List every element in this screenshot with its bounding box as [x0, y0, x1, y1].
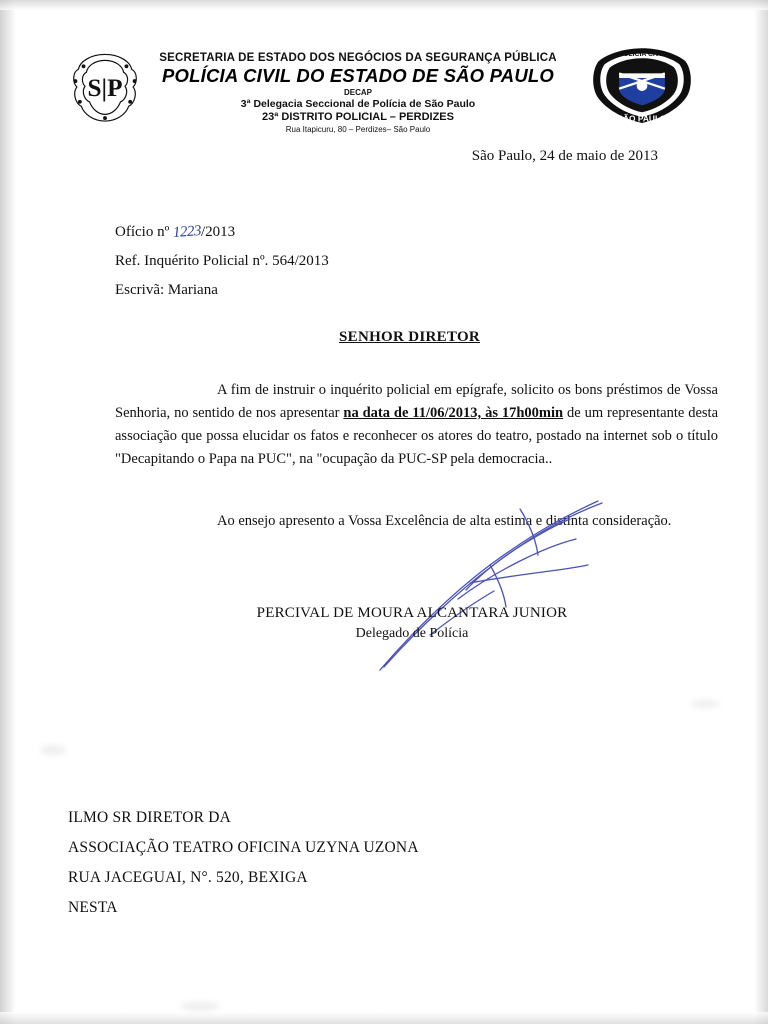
badge-top-label: POLÍCIA CIVIL [618, 50, 666, 58]
sao-paulo-state-coat-of-arms-icon [68, 50, 142, 124]
scan-edge-shadow-top [0, 0, 768, 10]
scan-smudge [690, 700, 720, 708]
salutation: SENHOR DIRETOR [339, 329, 481, 345]
letterhead-line-secretaria: SECRETARIA DE ESTADO DOS NEGÓCIOS DA SEGURANÇA PÚBLICA [159, 52, 557, 64]
addressee-line-4: NESTA [68, 899, 118, 916]
oficio-line [115, 218, 329, 247]
letterhead-text-block [142, 46, 574, 134]
svg-text:S|P: S|P [87, 74, 123, 102]
scan-edge-shadow-right [754, 0, 768, 1024]
letterhead-line-address: Rua Itapicuru, 80 – Perdizes– São Paulo [285, 125, 431, 134]
scan-smudge [180, 1002, 220, 1011]
scan-edge-shadow-left [0, 0, 16, 1024]
paragraph2-text: Ao ensejo apresento a Vossa Excelência de alta estima e distinta consideração. [217, 513, 672, 529]
escriva-line: Escrivã: Mariana [115, 282, 218, 298]
letterhead-line-distrito: 23ª DISTRITO POLICIAL – PERDIZES [262, 111, 454, 123]
badge-bottom-label: SÃO PAULO [617, 113, 667, 124]
signature-title: Delegado de Polícia [355, 626, 469, 641]
letterhead-line-policia-civil: POLÍCIA CIVIL DO ESTADO DE SÃO PAULO [162, 65, 554, 86]
letterhead-line-seccional: 3ª Delegacia Seccional de Polícia de São Paulo [240, 98, 476, 110]
letterhead-line-decap: DECAP [343, 88, 372, 97]
oficio-label: Ofício nº [115, 224, 170, 240]
addressee-block [68, 803, 419, 923]
reference-block [115, 218, 329, 305]
paragraph1-highlight-date: na data de 11/06/2013, às 17h00min [343, 405, 564, 421]
paragraph1-part1: A fim de instruir o inquérito policial em epígrafe, solicito os bons préstimos de Vossa Senhoria, no sentido de nos apresentar [115, 382, 718, 421]
paragraph1-part2: de um representante desta associação que possa elucidar os fatos e reconhecer os atores do teatro, postado na internet sob o título "Decapitando o Papa na PUC", na "ocupação da PUC-SP pela democracia.. [115, 405, 719, 467]
addressee-line-2: ASSOCIAÇÃO TEATRO OFICINA UZYNA UZONA [68, 839, 419, 856]
oficio-number-handwritten: 1223 [172, 223, 202, 241]
letterhead [0, 46, 768, 134]
signature-name: PERCIVAL DE MOURA ALCANTARA JUNIOR [256, 605, 568, 621]
addressee-line-3: RUA JACEGUAI, N°. 520, BEXIGA [68, 869, 308, 886]
oficio-year: /2013 [200, 224, 236, 240]
scan-edge-shadow-bottom [0, 1012, 768, 1024]
addressee-line-1: ILMO SR DIRETOR DA [68, 809, 232, 826]
body-paragraph-2 [115, 510, 718, 533]
policia-civil-sao-paulo-badge-icon [584, 46, 700, 126]
place-and-date: São Paulo, 24 de maio de 2013 [471, 148, 658, 164]
body-paragraph-1 [115, 379, 718, 471]
scan-smudge [40, 745, 66, 755]
inquerito-line: Ref. Inquérito Policial nº. 564/2013 [115, 253, 329, 269]
